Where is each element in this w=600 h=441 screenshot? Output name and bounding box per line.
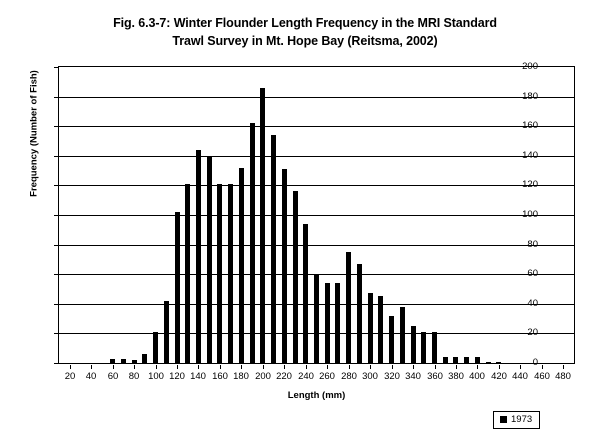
bar (453, 357, 458, 363)
y-axis-title: Frequency (Number of Fish) (28, 70, 40, 197)
bar (282, 169, 287, 363)
x-tick-mark (477, 365, 478, 369)
y-tick-label: 60 (527, 268, 538, 280)
x-tick-label: 60 (107, 371, 119, 382)
x-tick-mark (284, 365, 285, 369)
x-tick-mark (392, 365, 393, 369)
bar (121, 359, 126, 363)
x-tick-label: 300 (362, 371, 378, 382)
y-axis (0, 0, 58, 441)
bar (335, 283, 340, 363)
y-tick-mark (54, 274, 58, 275)
y-tick-label: 40 (527, 297, 538, 309)
x-tick-label: 340 (405, 371, 421, 382)
bar (164, 301, 169, 363)
x-tick-label: 120 (169, 371, 185, 382)
bar (293, 191, 298, 363)
bar (207, 157, 212, 363)
x-tick-label: 320 (384, 371, 400, 382)
bar (142, 354, 147, 363)
bar (260, 88, 265, 363)
bar (389, 316, 394, 363)
y-tick-label: 200 (522, 61, 538, 72)
x-tick-mark (198, 365, 199, 369)
bar (228, 184, 233, 363)
x-tick-label: 440 (512, 371, 528, 382)
bar (475, 357, 480, 363)
y-tick-mark (54, 97, 58, 98)
y-tick-label: 80 (527, 238, 538, 250)
bar (303, 224, 308, 363)
x-tick-label: 480 (555, 371, 571, 382)
x-tick-label: 160 (212, 371, 228, 382)
y-tick-mark (54, 126, 58, 127)
x-tick-mark (263, 365, 264, 369)
x-tick-mark (435, 365, 436, 369)
x-tick-mark (349, 365, 350, 369)
chart-title (60, 14, 550, 50)
bar (185, 184, 190, 363)
x-tick-mark (156, 365, 157, 369)
x-tick-label: 460 (534, 371, 550, 382)
bar (250, 123, 255, 363)
x-tick-mark (177, 365, 178, 369)
bar (314, 274, 319, 363)
y-tick-mark (54, 156, 58, 157)
y-tick-label: 0 (532, 357, 538, 368)
y-tick-mark (54, 363, 58, 364)
y-tick-label: 160 (522, 120, 538, 132)
bars-layer (59, 67, 574, 363)
y-tick-mark (54, 245, 58, 246)
x-tick-label: 220 (276, 371, 292, 382)
plot-area (58, 66, 575, 364)
x-tick-label: 380 (448, 371, 464, 382)
x-tick-label: 280 (341, 371, 357, 382)
bar (378, 296, 383, 363)
legend (493, 411, 540, 429)
x-tick-mark (542, 365, 543, 369)
bar (271, 135, 276, 363)
x-axis-title: Length (mm) (287, 390, 346, 401)
x-tick-label: 400 (469, 371, 485, 382)
bar (357, 264, 362, 363)
x-tick-label: 100 (148, 371, 164, 382)
x-tick-mark (370, 365, 371, 369)
x-tick-mark (134, 365, 135, 369)
bar (175, 212, 180, 363)
x-tick-label: 240 (298, 371, 314, 382)
y-tick-mark (54, 304, 58, 305)
x-tick-label: 360 (427, 371, 443, 382)
bar (153, 332, 158, 363)
x-tick-mark (91, 365, 92, 369)
bar (421, 332, 426, 363)
bar (486, 362, 491, 363)
y-tick-mark (54, 67, 58, 68)
bar (443, 357, 448, 363)
x-tick-mark (113, 365, 114, 369)
x-tick-mark (456, 365, 457, 369)
bar (346, 252, 351, 363)
y-tick-label: 180 (522, 90, 538, 102)
x-tick-mark (306, 365, 307, 369)
bar (464, 357, 469, 363)
x-tick-mark (413, 365, 414, 369)
bar (368, 293, 373, 363)
x-tick-label: 420 (491, 371, 507, 382)
bar (217, 184, 222, 363)
x-tick-mark (327, 365, 328, 369)
bar (432, 332, 437, 363)
x-tick-mark (70, 365, 71, 369)
x-tick-mark (563, 365, 564, 369)
y-tick-label: 120 (522, 179, 538, 191)
legend-label-1973: 1973 (511, 414, 533, 425)
y-tick-label: 140 (522, 149, 538, 161)
legend-swatch-1973 (500, 416, 507, 423)
y-tick-label: 100 (522, 209, 538, 220)
bar (196, 150, 201, 363)
bar (239, 168, 244, 363)
y-tick-mark (54, 333, 58, 334)
x-tick-label: 260 (319, 371, 335, 382)
x-tick-label: 180 (233, 371, 249, 382)
chart-title-line-2: Trawl Survey in Mt. Hope Bay (Reitsma, 2002) (172, 34, 438, 48)
bar (110, 359, 115, 363)
chart-title-line-1: Fig. 6.3-7: Winter Flounder Length Frequency in the MRI Standard (113, 16, 497, 30)
bar (325, 283, 330, 363)
x-tick-mark (220, 365, 221, 369)
x-tick-mark (520, 365, 521, 369)
x-tick-label: 200 (255, 371, 271, 382)
y-tick-mark (54, 185, 58, 186)
x-tick-mark (241, 365, 242, 369)
bar (496, 362, 501, 363)
bar (400, 307, 405, 363)
x-tick-label: 20 (64, 371, 76, 382)
bar (132, 360, 137, 363)
x-tick-label: 40 (85, 371, 97, 382)
bar (411, 326, 416, 363)
y-tick-mark (54, 215, 58, 216)
x-tick-mark (499, 365, 500, 369)
y-tick-label: 20 (527, 327, 538, 339)
x-tick-label: 140 (190, 371, 206, 382)
x-tick-label: 80 (128, 371, 140, 382)
